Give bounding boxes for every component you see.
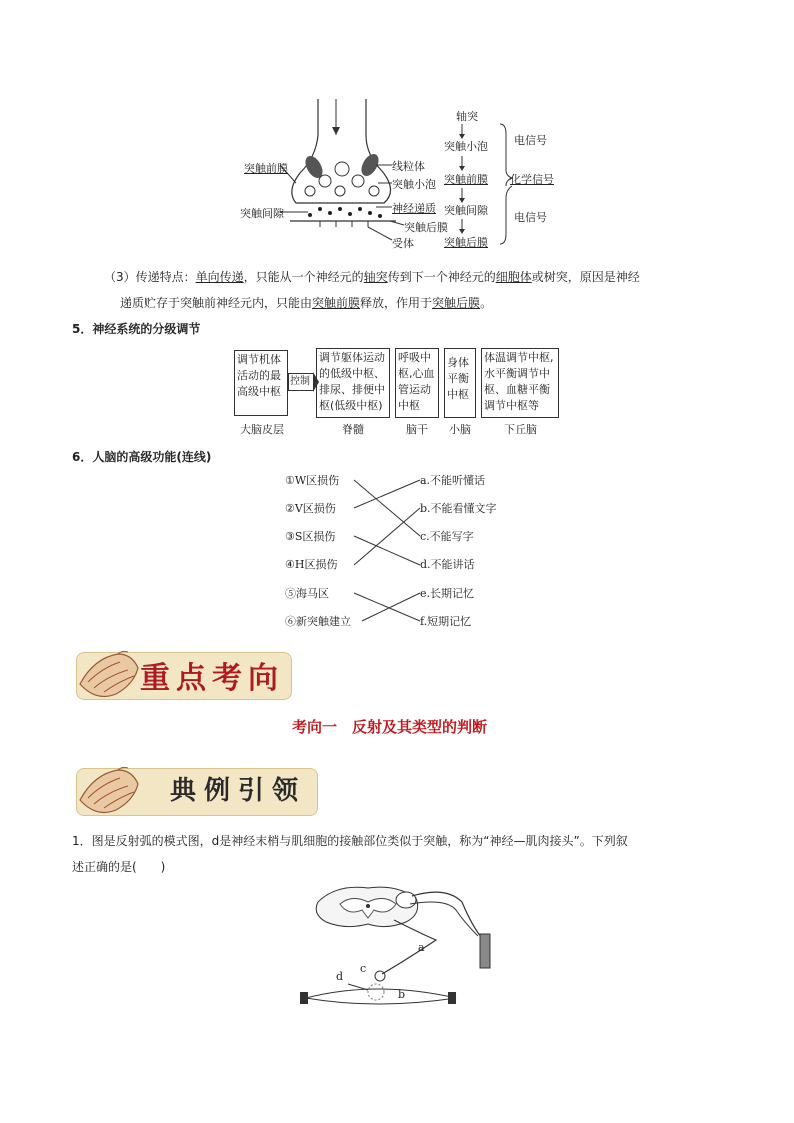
caption-brainstem: 脑干 <box>406 423 428 436</box>
caption-hypothalamus: 下丘脑 <box>504 423 537 436</box>
question-1: 1．图是反射弧的模式图，d是神经末梢与肌细胞的接触部位类似于突触，称为“神经—肌肉接头”。下列叙 述正确的是( ) <box>72 834 628 874</box>
left-item-5: ⑤海马区 <box>285 587 329 600</box>
flow-cleft: 突触间隙 <box>444 204 488 217</box>
label-synaptic-cleft: 突触间隙 <box>240 207 284 220</box>
reflex-label-d: d <box>336 970 344 983</box>
reflex-label-b: b <box>398 988 406 1001</box>
heading-direction-1: 考向一 反射及其类型的判断 <box>292 718 488 736</box>
label-presynaptic-membrane: 突触前膜 <box>244 162 288 175</box>
right-item-d: d.不能讲话 <box>420 558 475 571</box>
left-item-4: ④H区损伤 <box>285 558 338 571</box>
left-item-6: ⑥新突触建立 <box>285 615 351 628</box>
flow-axon: 轴突 <box>456 110 478 123</box>
shell-icon <box>74 648 144 704</box>
signal-chemical: 化学信号 <box>510 173 554 186</box>
box-spinal-cord: 调节躯体运动 的低级中枢、 排尿、排便中 枢(低级中枢) <box>316 348 390 418</box>
section6-title: 6．人脑的高级功能(连线) <box>72 450 212 464</box>
left-item-1: ①W区损伤 <box>285 474 340 487</box>
para3-line1: （3）传递特点：单向传递，只能从一个神经元的轴突传到下一个神经元的细胞体或树突，原因是神经 <box>104 270 640 284</box>
label-neurotransmitter: 神经递质 <box>392 202 436 215</box>
shell-icon <box>74 764 144 820</box>
reflex-label-a: a <box>418 941 425 954</box>
label-receptor: 受体 <box>392 237 414 250</box>
right-item-c: c.不能写字 <box>420 530 474 543</box>
signal-electric-2: 电信号 <box>514 211 547 224</box>
caption-cerebellum: 小脑 <box>449 423 471 436</box>
section5-title: 5．神经系统的分级调节 <box>72 322 201 336</box>
control-label: 控制 <box>288 373 314 391</box>
flow-arrows <box>440 120 520 250</box>
signal-electric-1: 电信号 <box>514 134 547 147</box>
reflex-label-c: c <box>360 962 367 975</box>
para3-line2: 递质贮存于突触前神经元内，只能由突触前膜释放，作用于突触后膜。 <box>120 296 493 310</box>
left-item-2: ②V区损伤 <box>285 502 336 515</box>
flow-vesicle: 突触小泡 <box>444 140 488 153</box>
label-postsynaptic-membrane: 突触后膜 <box>404 221 448 234</box>
right-item-e: e.长期记忆 <box>420 587 475 600</box>
left-item-3: ③S区损伤 <box>285 530 336 543</box>
banner2-title: 典例引领 <box>170 776 307 806</box>
flow-postsynaptic: 突触后膜 <box>444 236 488 249</box>
paragraph-transmission-feature <box>104 264 744 316</box>
box-cerebellum: 身体 平衡 中枢 <box>444 348 476 418</box>
box-hypothalamus: 体温调节中枢, 水平衡调节中 枢、血糖平衡 调节中枢等 <box>481 348 559 418</box>
synapse-structure-figure <box>280 95 415 255</box>
label-vesicle: 突触小泡 <box>392 178 436 191</box>
banner1-title: 重点考向 <box>140 661 284 696</box>
caption-spinal-cord: 脊髓 <box>342 423 364 436</box>
right-item-b: b.不能看懂文字 <box>420 502 497 515</box>
label-mitochondria: 线粒体 <box>392 160 425 173</box>
box-cortex: 调节机体 活动的最 高级中枢 <box>234 350 288 416</box>
right-item-a: a.不能听懂话 <box>420 474 486 487</box>
box-brainstem: 呼吸中 枢,心血 管运动 中枢 <box>395 348 439 418</box>
caption-cortex: 大脑皮层 <box>240 423 284 436</box>
flow-presynaptic: 突触前膜 <box>444 173 488 186</box>
matching-lines <box>340 470 430 630</box>
right-item-f: f.短期记忆 <box>420 615 472 628</box>
